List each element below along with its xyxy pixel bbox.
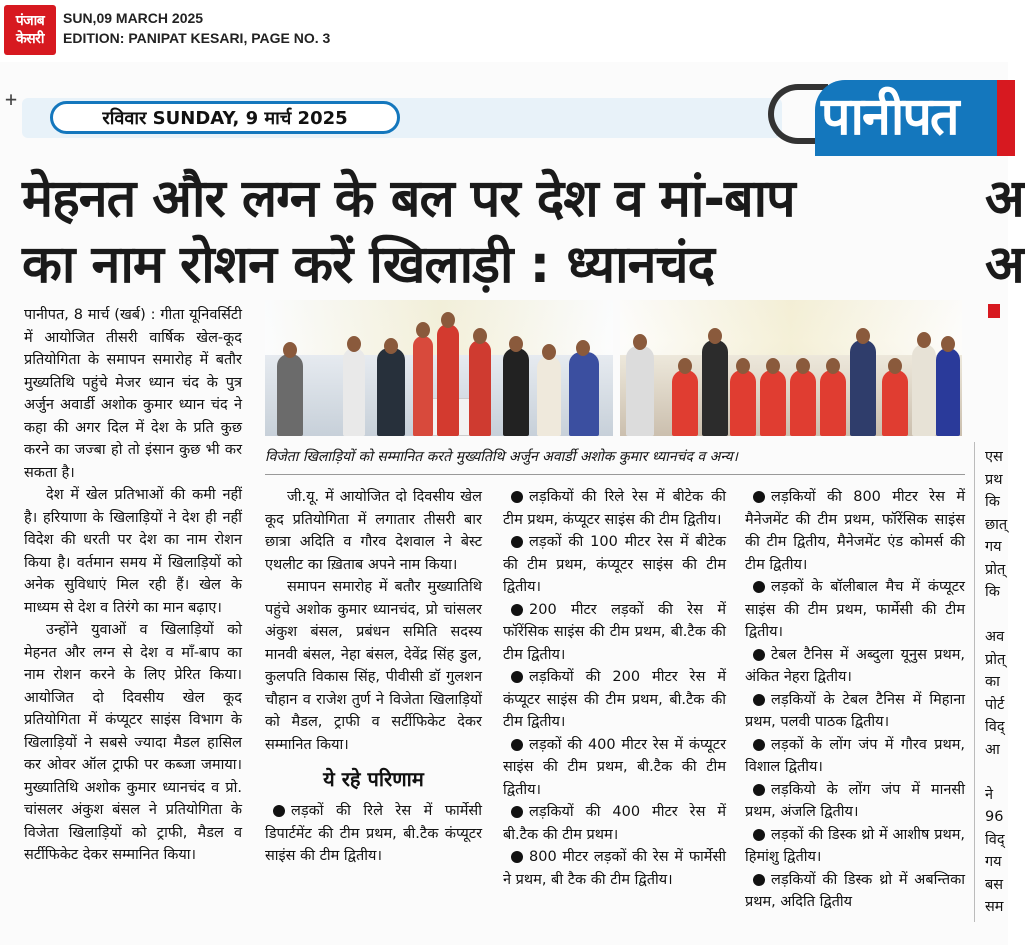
result-item <box>745 689 965 734</box>
photo-person <box>503 348 529 436</box>
photo-person <box>377 348 405 436</box>
photo-person <box>730 370 756 436</box>
photo-head <box>283 342 297 358</box>
fragment-line: आ <box>985 741 1000 758</box>
results-heading: ये रहे परिणाम <box>323 767 424 791</box>
fragment-line: विद् <box>985 831 1005 848</box>
result-text: लड़कियों के टेबल टैनिस में मिहाना प्रथम, पलवी पाठक द्वितीय। <box>745 691 965 730</box>
result-item <box>503 531 726 599</box>
fragment-line: कि <box>985 584 1000 600</box>
result-item <box>745 576 965 644</box>
headline-line-2: का नाम रोशन करें खिलाड़ी : ध्यानचंद <box>22 235 715 295</box>
bullet-icon <box>753 784 765 796</box>
article-headline <box>22 166 972 298</box>
logo-line-2: केसरी <box>15 31 45 47</box>
result-text: लड़कियों की 400 मीटर रेस में बी.टैक की टीम प्रथम। <box>503 804 726 843</box>
photo-head <box>736 358 750 374</box>
photo-person <box>343 348 365 436</box>
result-item <box>745 824 965 869</box>
fragment-line: गय <box>985 854 1002 870</box>
article-column-3 <box>503 486 726 891</box>
photo-head <box>384 338 398 354</box>
photo-head <box>708 328 722 344</box>
paragraph: उन्होंने युवाओं व खिलाड़ियों को मेहनत और लग्न से देश व माँ-बाप का नाम रोशन करने के लिए प्रेरित किया।आयोजित दो दिवसीय खेल कूद प्रतियोगिता में कंप्यूटर साइंस विभाग के खिलाड़ियों ने सबसे ज्यादा मैडल हासिल कर ओवर ऑल ट्राफी पर कब्जा जमाया। मुख्यातिथि अशोक कुमार ध्यानचंद व प्रो. चांसलर अंकुश बंसल ने प्रतियोगिता के विजेता खिलाड़ियों को ट्राफी, मैडल व सर्टीफिकेट देकर सम्मानित किया। <box>24 622 242 863</box>
fragment-line: पोर्ट <box>985 696 1005 713</box>
section-masthead <box>815 80 1015 156</box>
masthead-title: पानीपत <box>821 87 958 147</box>
photo-person <box>702 340 728 436</box>
photo-head <box>633 334 647 350</box>
punjab-kesari-logo[interactable] <box>4 5 56 55</box>
bullet-icon <box>511 851 523 863</box>
bullet-icon <box>753 491 765 503</box>
article-column-1 <box>24 304 242 867</box>
photo-person <box>912 344 936 436</box>
fragment-line: सम <box>985 899 1004 915</box>
bullet-icon <box>511 806 523 818</box>
photo-caption: विजेता खिलाड़ियों को सम्मानित करते मुख्यतिथि अर्जुन अवार्डी अशोक कुमार ध्यानचंद व अन्य। <box>265 449 738 465</box>
bullet-icon <box>511 604 523 616</box>
result-text: लड़कियों की 800 मीटर रेस में मैनेजमेंट की टीम प्रथम, फॉरेंसिक साइंस की टीम द्वितीय, मैनेजमेंट एंड कोमर्स की टीम द्वितीय। <box>745 489 965 573</box>
fragment-line: गय <box>985 539 1002 555</box>
photo-person <box>277 354 303 436</box>
photo-head <box>509 336 523 352</box>
award-photo-left[interactable] <box>265 300 613 436</box>
bullet-icon <box>273 805 285 817</box>
photo-person <box>569 352 599 436</box>
bullet-icon <box>753 649 765 661</box>
paragraph: समापन समारोह में बतौर मुख्यातिथि पहुंचे अशोक कुमार ध्यानचंद, प्रो चांसलर अंकुश बंसल, प्रबंधन समिति सदस्य मानवी बंसल, नेहा बंसल, देवेंद्र सिंह डुल, कुलपति विकास सिंह, पीवीसी डॉ गुलशन चौहान व राजेश तुर्ण ने विजेता खिलाड़ियों को मैडल, ट्राफी व सर्टीफिकेट देकर सम्मानित किया। <box>265 579 482 753</box>
result-text: लड़कियो के लोंग जंप में मानसी प्रथम, अंजलि द्वितीय। <box>745 781 965 820</box>
photo-head <box>856 328 870 344</box>
issue-date: SUN,09 MARCH 2025 <box>63 10 204 26</box>
crop-mark: + <box>5 87 18 111</box>
photo-person <box>790 370 816 436</box>
result-item <box>745 779 965 824</box>
bullet-icon <box>753 739 765 751</box>
result-item <box>503 734 726 802</box>
result-item <box>503 486 726 531</box>
fragment-line: प्रोत् <box>985 561 1006 578</box>
result-item <box>265 800 482 868</box>
bullet-icon <box>511 671 523 683</box>
result-item <box>745 644 965 689</box>
bullet-icon <box>753 694 765 706</box>
photo-person <box>413 336 433 436</box>
photo-person <box>850 340 876 436</box>
photo-person <box>672 370 698 436</box>
result-text: लड़कों की 400 मीटर रेस में कंप्यूटर साइंस की टीम प्रथम, बी.टैक की टीम द्वितीय। <box>503 736 726 798</box>
fragment-line: का <box>985 674 1000 690</box>
photo-head <box>441 312 455 328</box>
bullet-icon <box>511 491 523 503</box>
fragment-line: 96 <box>985 809 1004 825</box>
result-text: लड़कों की 100 मीटर रेस में बीटेक की टीम प्रथम, कंप्यूटर साइंस की टीम द्वितीय। <box>503 534 726 595</box>
paragraph: पानीपत, 8 मार्च (खर्ब) : गीता यूनिवर्सिटी में आयोजित तीसरी वार्षिक खेल-कूद प्रतियोगिता के समापन समारोह में बतौर मुख्यतिथि पहुंचे मेजर ध्यान चंद के पुत्र अर्जुन अवार्डी अशोक कुमार ध्यान चंद ने कहा की अगर दिल में देश के प्रति कुछ करने का जज्बा हो तो इंसान कुछ भी कर सकता है। <box>24 307 242 481</box>
photo-head <box>941 336 955 352</box>
result-text: लड़कियों की 200 मीटर रेस में कंप्यूटर साइंस की टीम प्रथम, बी.टैक की टीम द्वितीय। <box>503 669 726 730</box>
caption-divider <box>265 474 965 475</box>
result-item <box>503 599 726 667</box>
fragment-line <box>985 604 1025 627</box>
result-text: लड़कों के बॉलीबाल मैच में कंप्यूटर साइंस की टीम प्रथम, फार्मेसी की टीम द्वितीय। <box>745 579 965 640</box>
fragment-line: बस <box>985 876 1004 893</box>
adjacent-red-marker <box>988 304 1000 318</box>
fragment-line: प्रथ <box>985 471 1003 488</box>
photo-head <box>826 358 840 374</box>
photo-person <box>936 348 960 436</box>
headline-line-1: मेहनत और लग्न के बल पर देश व मां-बाप <box>22 169 795 229</box>
result-text: लड़कों की डिस्क थ्रो में आशीष प्रथम, हिमांशु द्वितीय। <box>745 826 965 865</box>
result-item <box>745 869 965 914</box>
photo-head <box>796 358 810 374</box>
photo-person <box>820 370 846 436</box>
newspaper-page <box>0 62 1025 945</box>
photo-person <box>469 340 491 436</box>
photo-head <box>888 358 902 374</box>
paragraph: देश में खेल प्रतिभाओं की कमी नहीं है। हरियाणा के खिलाड़ियों ने देश ही नहीं विदेश की धरती पर देश का नाम रोशन किया है। वर्तमान समय में खिलाड़ियों को अनेक सुविधाएं मिल रही हैं। खेल के माध्यम से देश व तिरंगे का मान बढ़ाए। <box>24 487 242 616</box>
bullet-icon <box>753 829 765 841</box>
bullet-icon <box>511 739 523 751</box>
bullet-icon <box>753 581 765 593</box>
result-text: 800 मीटर लड़कों की रेस में फार्मेसी ने प्रथम, बी टैक की टीम द्वितीय। <box>503 849 726 888</box>
column-divider <box>974 442 975 922</box>
adjacent-article-fragment <box>985 446 1025 919</box>
photo-head <box>473 328 487 344</box>
result-text: लड़कों की रिले रेस में फार्मेसी डिपार्टमेंट की टीम प्रथम, बी.टैक कंप्यूटर साइंस की टीम द्वितीय। <box>265 803 482 864</box>
fragment-line: अव <box>985 629 1005 645</box>
photo-head <box>416 322 430 338</box>
article-column-2 <box>265 486 482 868</box>
result-item <box>503 801 726 846</box>
result-item <box>745 486 965 576</box>
photo-person <box>437 324 459 436</box>
article-column-4 <box>745 486 965 914</box>
result-text: लड़कों के लोंग जंप में गौरव प्रथम, विशाल द्वितीय। <box>745 736 965 775</box>
paragraph: जी.यू. में आयोजित दो दिवसीय खेल कूद प्रतियोगिता में लगातार तीसरी बार छात्रा अदिति व गौरव देशवाल ने बेस्ट एथलीट का ख़िताब अपने नाम किया। <box>265 489 482 573</box>
adjacent-fragment-2: अ <box>985 235 1025 295</box>
photo-backdrop <box>620 300 962 355</box>
fragment-line: ने <box>985 786 994 803</box>
adjacent-fragment-1: अ <box>985 169 1025 229</box>
result-item <box>745 734 965 779</box>
photo-person <box>626 346 654 436</box>
logo-line-1: पंजाब <box>15 13 45 29</box>
fragment-line: एस <box>985 449 1003 465</box>
bullet-icon <box>753 874 765 886</box>
photo-head <box>678 358 692 374</box>
fragment-line: विद् <box>985 719 1005 735</box>
result-text: टेबल टैनिस में अब्दुला यूनुस प्रथम, अंकित नेहरा द्वितीय। <box>745 646 965 685</box>
photo-person <box>882 370 908 436</box>
fragment-line: छात् <box>985 516 1008 533</box>
award-photo-right[interactable] <box>620 300 962 436</box>
photo-head <box>347 336 361 352</box>
edition-info: EDITION: PANIPAT KESARI, PAGE NO. 3 <box>63 30 331 46</box>
bullet-icon <box>511 536 523 548</box>
result-item <box>503 846 726 891</box>
page-dateline: रविवार SUNDAY, 9 मार्च 2025 <box>50 101 400 134</box>
photo-head <box>542 344 556 360</box>
result-text: लड़कियों की डिस्क थ्रो में अबन्तिका प्रथम, अदिति द्वितीय <box>745 871 965 910</box>
clipping-header <box>0 0 1008 62</box>
fragment-line <box>985 761 1025 784</box>
photo-head <box>576 340 590 356</box>
adjacent-headline-fragment <box>985 166 1025 298</box>
photo-person <box>537 356 561 436</box>
masthead-red-edge <box>997 80 1015 156</box>
photo-head <box>917 332 931 348</box>
result-item <box>503 666 726 734</box>
photo-head <box>766 358 780 374</box>
result-text: लड़कियों की रिले रेस में बीटेक की टीम प्रथम, कंप्यूटर साइंस की टीम द्वितीय। <box>503 489 726 528</box>
result-text: 200 मीटर लड़कों की रेस में फॉरेंसिक साइंस की टीम प्रथम, बी.टैक की टीम द्वितीय। <box>503 601 726 663</box>
edition-meta <box>63 8 330 48</box>
photo-person <box>760 370 786 436</box>
fragment-line: प्रोत् <box>985 651 1006 668</box>
fragment-line: कि <box>985 494 1000 510</box>
